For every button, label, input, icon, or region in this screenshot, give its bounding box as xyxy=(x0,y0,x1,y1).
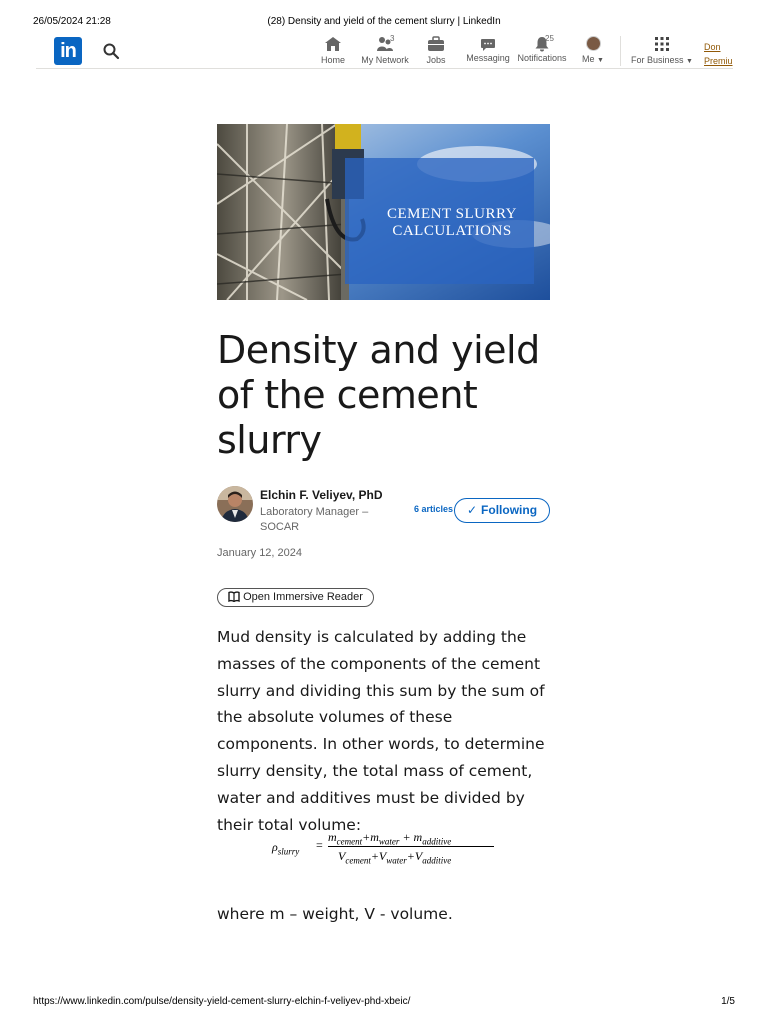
global-nav xyxy=(36,34,733,69)
formula-denominator: $V_{cement}+V_{water}+V_{additive}$ xyxy=(338,849,452,866)
home-icon xyxy=(324,36,342,52)
nav-divider xyxy=(620,36,621,66)
articles-count-link[interactable]: 6 articles xyxy=(414,504,454,514)
publish-date: January 12, 2024 xyxy=(217,547,303,559)
nav-for-business[interactable] xyxy=(628,34,696,68)
nav-messaging-label: Messaging xyxy=(466,53,510,63)
print-header xyxy=(33,16,735,30)
following-button[interactable] xyxy=(454,498,550,523)
author-photo xyxy=(217,486,253,522)
formula-numerator: $m_{cement}+m_{water} + m_{additive}$ xyxy=(328,830,452,847)
author-block xyxy=(217,486,552,536)
nav-my-network-label: My Network xyxy=(361,55,409,65)
nav-jobs-label: Jobs xyxy=(426,55,446,65)
open-immersive-reader-button[interactable] xyxy=(217,588,374,607)
nav-notifications-label: Notifications xyxy=(517,53,567,63)
nav-notifications[interactable] xyxy=(514,34,570,68)
article-title: Density and yield of the cement slurry xyxy=(217,328,540,462)
premium-link[interactable] xyxy=(704,40,733,68)
grid-icon xyxy=(654,36,670,52)
formula-equals: = xyxy=(316,838,323,852)
print-footer xyxy=(33,996,735,1010)
following-button-label: Following xyxy=(481,503,538,517)
article-cover-image xyxy=(217,124,550,300)
nav-for-business-label: For Business xyxy=(631,55,684,65)
briefcase-icon xyxy=(427,36,445,52)
search-icon[interactable] xyxy=(102,42,120,60)
author-headline: Laboratory Manager – SOCAR xyxy=(260,506,369,533)
author-name[interactable]: Elchin F. Veliyev, PhD xyxy=(260,488,383,502)
formula-lhs: $\rho_{slurry}$ xyxy=(272,840,300,857)
print-tab-title: (28) Density and yield of the cement slurry | LinkedIn xyxy=(267,16,501,27)
print-url: https://www.linkedin.com/pulse/density-yield-cement-slurry-elchin-f-veliyev-phd-xbeic/ xyxy=(33,996,411,1007)
nav-home-label: Home xyxy=(320,55,345,65)
print-page-number: 1/5 xyxy=(721,996,735,1007)
nav-me[interactable] xyxy=(577,34,609,68)
article-paragraph: Mud density is calculated by adding the masses of the components of the cement slurry and dividing this sum by the sum of the absolute volumes of these components. In other words, to determine slurry density, the total mass of cement, water and additives must be divided by their total volume: xyxy=(217,628,545,834)
cover-image-caption xyxy=(377,206,527,240)
cover-caption-line-2: CALCULATIONS xyxy=(392,223,512,239)
notifications-badge: 25 xyxy=(545,34,554,43)
cover-caption-line-1: CEMENT SLURRY xyxy=(387,206,517,222)
chevron-down-icon: ▼ xyxy=(597,57,604,64)
linkedin-logo-icon[interactable]: in xyxy=(54,37,82,65)
print-datetime: 26/05/2024 21:28 xyxy=(33,16,111,27)
nav-jobs[interactable] xyxy=(422,34,450,68)
premium-line-1: Don xyxy=(704,42,721,52)
nav-home[interactable] xyxy=(316,34,350,68)
formula-fraction-bar xyxy=(328,846,494,847)
network-badge: 3 xyxy=(390,34,395,43)
messaging-icon xyxy=(480,38,496,52)
nav-my-network[interactable] xyxy=(358,34,412,68)
formula-legend: where m – weight, V - volume. xyxy=(217,905,453,923)
avatar-icon xyxy=(586,36,601,51)
author-avatar[interactable] xyxy=(217,486,253,522)
nav-me-label: Me xyxy=(582,54,595,64)
slurry-density-formula xyxy=(272,828,502,868)
nav-messaging[interactable] xyxy=(464,34,512,68)
premium-line-2: Premiu xyxy=(704,56,733,66)
book-icon xyxy=(228,591,240,602)
chevron-down-icon: ▼ xyxy=(686,58,693,65)
immersive-reader-label: Open Immersive Reader xyxy=(243,591,363,603)
checkmark-icon: ✓ xyxy=(466,503,478,517)
